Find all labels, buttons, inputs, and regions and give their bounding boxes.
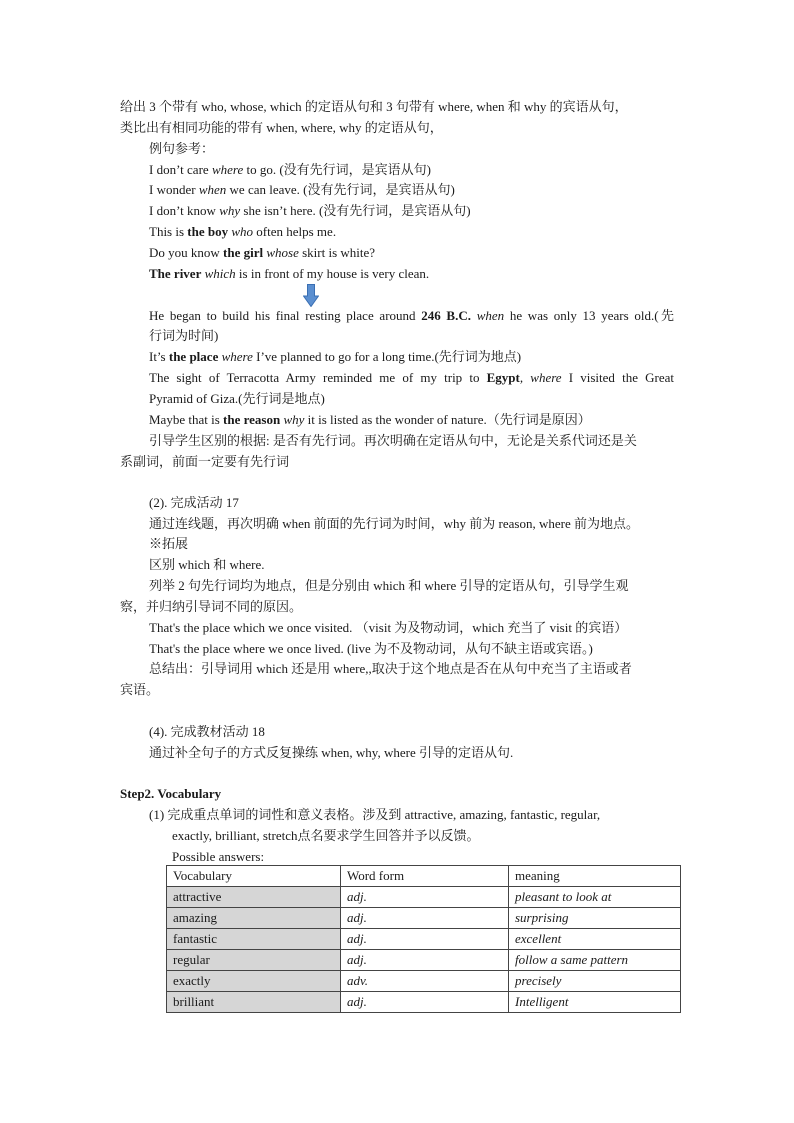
attributive-clause-example: Do you know the girl whose skirt is white?: [149, 245, 376, 260]
vocabulary-cell: brilliant: [167, 992, 341, 1013]
list-line-1: 列举 2 句先行词均为地点，但是分别由 which 和 where 引导的定语从句，引导学生观: [149, 578, 629, 593]
header-word-form: Word form: [341, 866, 509, 887]
extension-label: ※拓展: [149, 536, 189, 551]
table-header-row: [167, 866, 681, 887]
table-row: [167, 971, 681, 992]
word-form-cell: adv.: [341, 971, 509, 992]
where-example: That's the place where we once lived. (live 为不及物动词，从句不缺主语或宾语。): [149, 641, 593, 656]
step-2-heading: Step2. Vocabulary: [120, 786, 222, 801]
meaning-cell: precisely: [509, 971, 681, 992]
possible-answers-label: Possible answers:: [172, 849, 265, 864]
step-2-item-1-cont: exactly, brilliant, stretch点名要求学生回答并予以反馈。: [172, 828, 480, 843]
table-row: [167, 887, 681, 908]
word-form-cell: adj.: [341, 950, 509, 971]
word-form-cell: adj.: [341, 887, 509, 908]
table-row: [167, 950, 681, 971]
activity-18-line: 通过补全句子的方式反复操练 when, why, where 引导的定语从句.: [149, 745, 514, 760]
vocabulary-cell: amazing: [167, 908, 341, 929]
meaning-cell: surprising: [509, 908, 681, 929]
example-sentence-3-cont: Pyramid of Giza.(先行词是地点): [149, 391, 325, 406]
attributive-clause-example: The river which is in front of my house is very clean.: [149, 266, 430, 281]
table-row: [167, 929, 681, 950]
word-form-cell: adj.: [341, 992, 509, 1013]
attributive-clause-example: This is the boy who often helps me.: [149, 224, 337, 239]
example-sentence-1: He began to build his final resting place around 246 B.C. when he was only 13 years old.(先: [149, 308, 675, 323]
summary-line-1: 总结出：引导词用 which 还是用 where,,取决于这个地点是否在从句中充当了主语或者: [149, 661, 632, 676]
activity-17-line: 通过连线题，再次明确 when 前面的先行词为时间，why 前为 reason, where 前为地点。: [149, 516, 639, 531]
word-form-cell: adj.: [341, 929, 509, 950]
intro-line-2: 类比出有相同功能的带有 when, where, why 的定语从句，: [120, 120, 443, 135]
list-line-2: 察，并归纳引导词不同的原因。: [120, 599, 303, 614]
down-arrow-icon: [303, 284, 319, 307]
which-example: That's the place which we once visited. （visit 为及物动词，which 充当了 visit 的宾语）: [149, 620, 628, 635]
header-meaning: meaning: [509, 866, 681, 887]
example-sentence-2: It’s the place where I’ve planned to go for a long time.(先行词为地点): [149, 349, 522, 364]
vocabulary-cell: exactly: [167, 971, 341, 992]
step-2-item-1: (1) 完成重点单词的词性和意义表格。涉及到 attractive, amazing, fantastic, regular,: [149, 807, 601, 822]
meaning-cell: excellent: [509, 929, 681, 950]
vocabulary-cell: regular: [167, 950, 341, 971]
distinguish-line: 区别 which 和 where.: [149, 557, 265, 572]
example-sentence-4: Maybe that is the reason why it is listed as the wonder of nature.（先行词是原因）: [149, 412, 591, 427]
vocabulary-table: [166, 865, 681, 1013]
object-clause-example: I don’t care where to go. (没有先行词，是宾语从句): [149, 162, 432, 177]
word-form-cell: adj.: [341, 908, 509, 929]
meaning-cell: Intelligent: [509, 992, 681, 1013]
example-sentence-1-cont: 行词为时间): [149, 328, 219, 343]
vocabulary-cell: attractive: [167, 887, 341, 908]
reference-label: 例句参考：: [149, 141, 215, 156]
activity-17-title: (2). 完成活动 17: [149, 495, 239, 510]
guide-line-1: 引导学生区别的根据: 是否有先行词。再次明确在定语从句中，无论是关系代词还是关: [149, 433, 637, 448]
summary-line-2: 宾语。: [120, 682, 160, 697]
table-row: [167, 992, 681, 1013]
activity-18-title: (4). 完成教材活动 18: [149, 724, 265, 739]
table-row: [167, 908, 681, 929]
example-sentence-3: The sight of Terracotta Army reminded me of my trip to Egypt, where I visited the Great: [149, 370, 674, 385]
guide-line-2: 系副词，前面一定要有先行词: [120, 454, 290, 469]
intro-line-1: 给出 3 个带有 who, whose, which 的定语从句和 3 句带有 where, when 和 why 的宾语从句，: [120, 99, 628, 114]
meaning-cell: pleasant to look at: [509, 887, 681, 908]
vocabulary-cell: fantastic: [167, 929, 341, 950]
header-vocabulary: Vocabulary: [167, 866, 341, 887]
object-clause-example: I don’t know why she isn’t here. (没有先行词，是宾语从句): [149, 203, 471, 218]
meaning-cell: follow a same pattern: [509, 950, 681, 971]
object-clause-example: I wonder when we can leave. (没有先行词，是宾语从句): [149, 182, 455, 197]
